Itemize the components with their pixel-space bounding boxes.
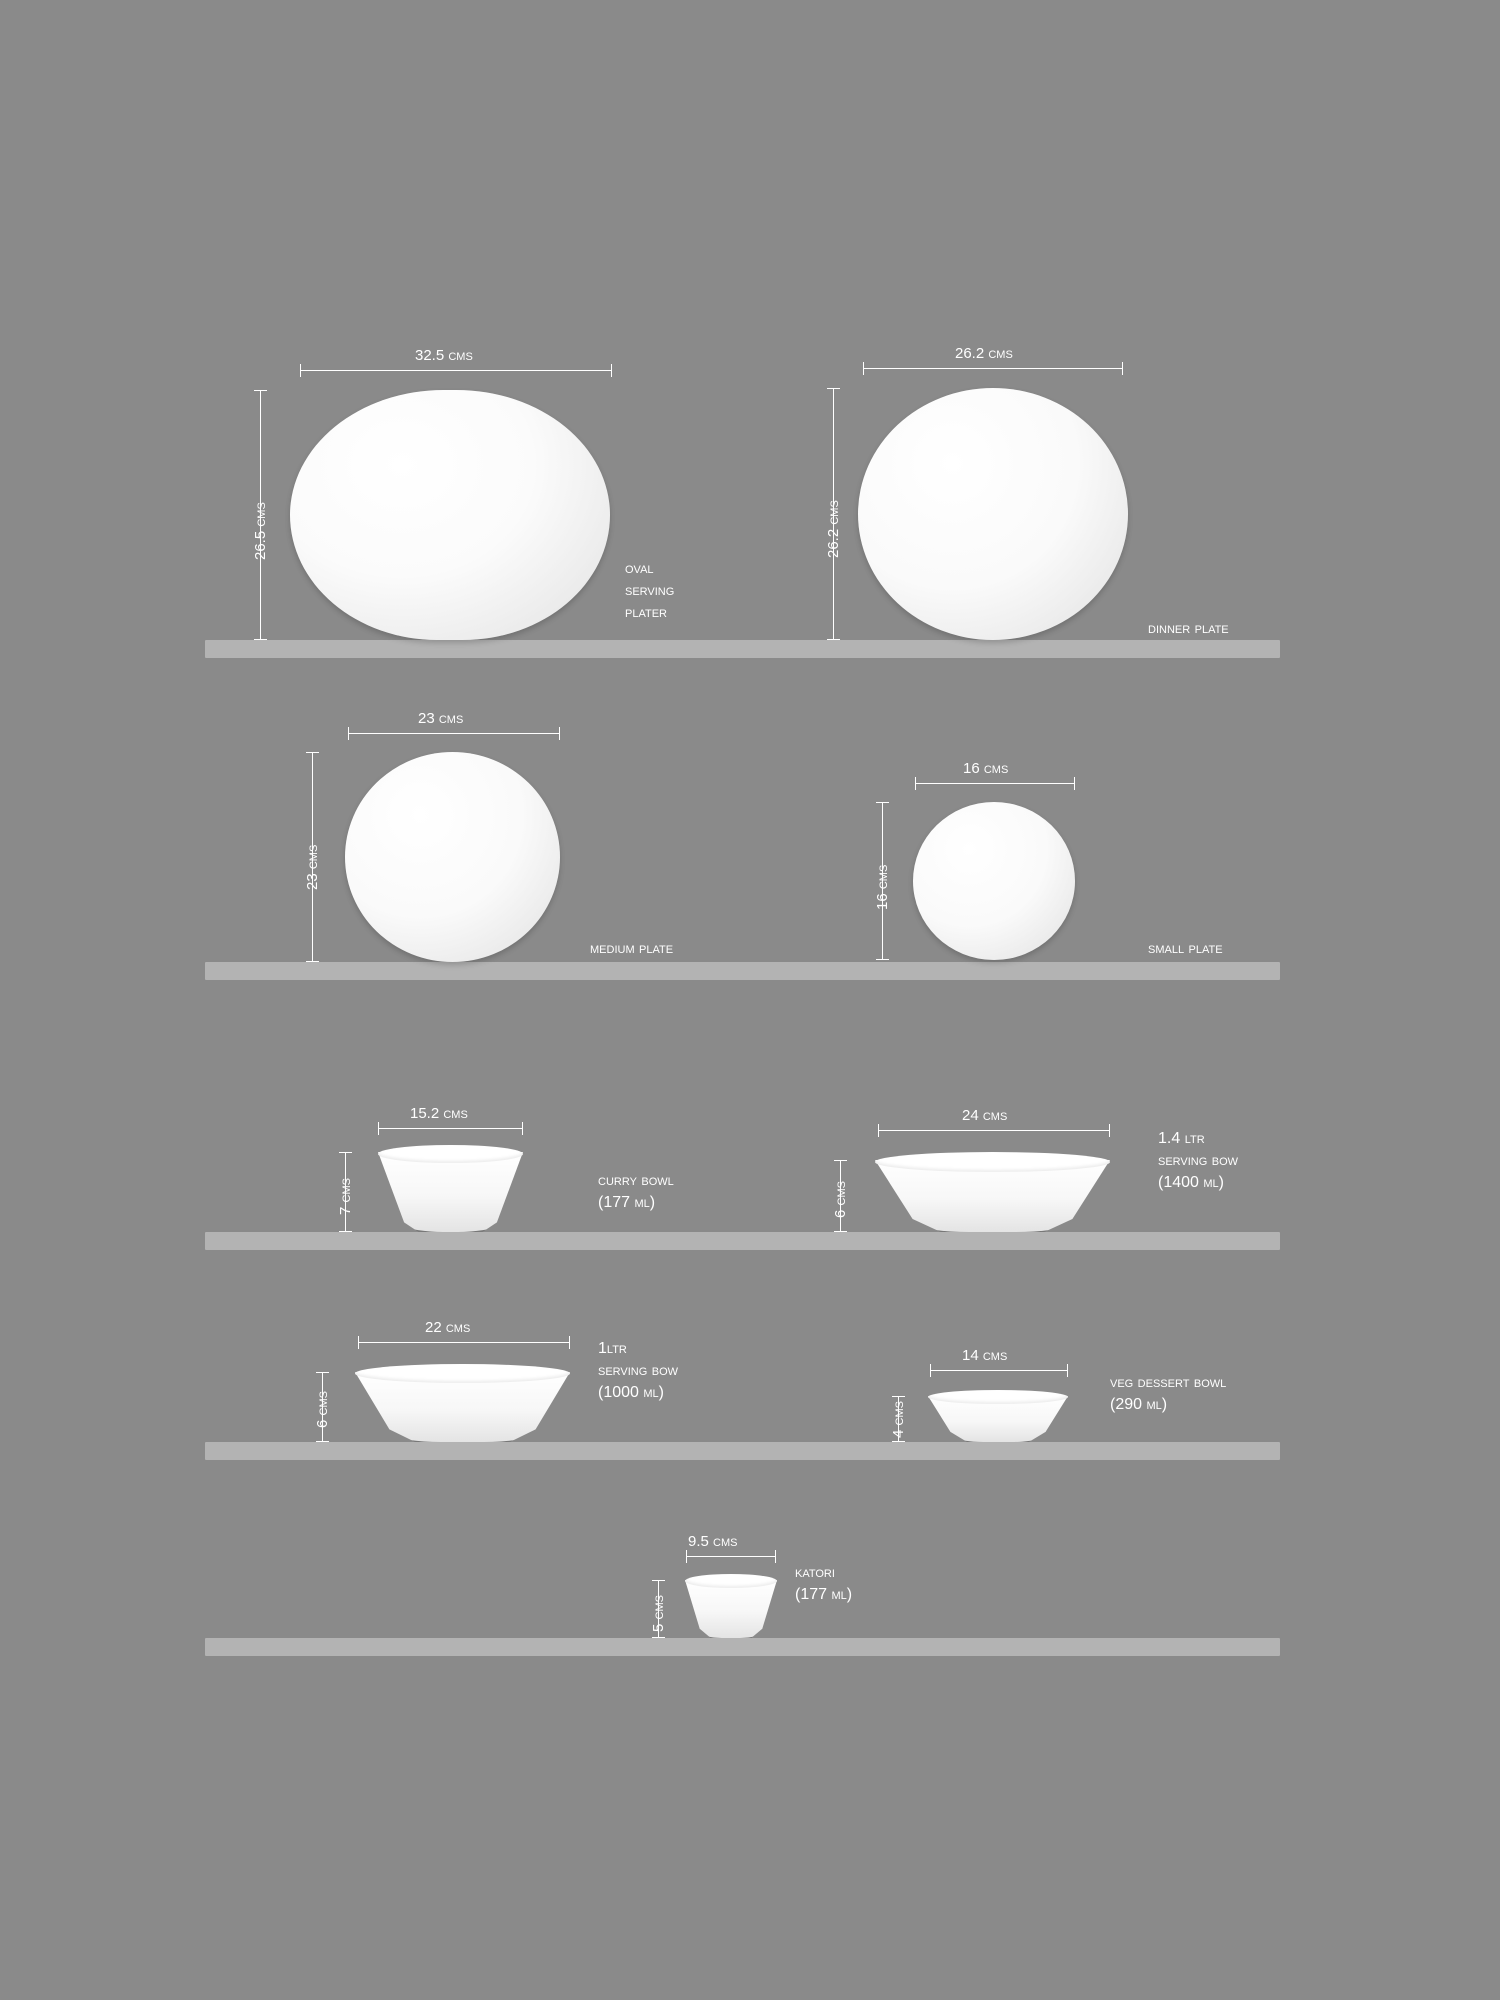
oval-platter-shape bbox=[290, 390, 610, 640]
serving-bowl-1000-width-dimension bbox=[358, 1342, 570, 1343]
katori-height-label: 5 cms bbox=[650, 1595, 667, 1632]
serving-bowl-1400-name bbox=[1158, 1128, 1238, 1194]
serving-bowl-1400-capacity: (1400 ml) bbox=[1158, 1174, 1224, 1191]
medium-plate-width-label: 23 cms bbox=[418, 710, 464, 727]
veg-dessert-bowl-width-dimension bbox=[930, 1370, 1068, 1371]
katori-rim bbox=[685, 1574, 777, 1588]
curry-bowl-capacity: (177 ml) bbox=[598, 1194, 656, 1211]
oval-platter-name-line-3: plater bbox=[625, 604, 667, 621]
serving-bowl-1000-width-label: 22 cms bbox=[425, 1319, 471, 1336]
oval-platter-width-dimension bbox=[300, 370, 612, 371]
dinner-plate-height-label: 26.2 cms bbox=[825, 500, 842, 558]
curry-bowl-width-dimension bbox=[378, 1128, 523, 1129]
katori-width-dimension bbox=[686, 1556, 776, 1557]
serving-bowl-1400-width-dimension bbox=[878, 1130, 1110, 1131]
oval-platter-name bbox=[625, 558, 674, 624]
serving-bowl-1400-rim bbox=[875, 1152, 1110, 1172]
serving-bowl-1400-name-line-1: 1.4 ltr bbox=[1158, 1130, 1205, 1147]
curry-bowl-name bbox=[598, 1170, 674, 1214]
katori-name-line-1: katori bbox=[795, 1564, 835, 1581]
curry-bowl-width-label: 15.2 cms bbox=[410, 1105, 468, 1122]
shelf-2 bbox=[205, 962, 1280, 980]
dinner-plate-shape bbox=[858, 388, 1128, 640]
katori-width-label: 9.5 cms bbox=[688, 1533, 738, 1550]
katori-name bbox=[795, 1562, 852, 1606]
dinner-plate-name: dinner plate bbox=[1148, 620, 1229, 637]
dinner-plate-width-label: 26.2 cms bbox=[955, 345, 1013, 362]
curry-bowl-height-label: 7 cms bbox=[337, 1178, 354, 1215]
serving-bowl-1000-height-label: 6 cms bbox=[314, 1391, 331, 1428]
shelf-1 bbox=[205, 640, 1280, 658]
veg-dessert-bowl-capacity: (290 ml) bbox=[1110, 1396, 1168, 1413]
veg-dessert-bowl-rim bbox=[928, 1390, 1068, 1404]
katori-shape bbox=[685, 1580, 777, 1638]
small-plate-width-label: 16 cms bbox=[963, 760, 1009, 777]
oval-platter-width-label: 32.5 cms bbox=[415, 347, 473, 364]
veg-dessert-bowl-name bbox=[1110, 1372, 1226, 1416]
serving-bowl-1400-height-label: 6 cms bbox=[832, 1181, 849, 1218]
oval-platter-name-line-2: serving bbox=[625, 582, 675, 599]
serving-bowl-1000-name bbox=[598, 1338, 678, 1404]
serving-bowl-1000-name-line-2: serving bow bbox=[598, 1362, 679, 1379]
curry-bowl-name-line-1: curry bowl bbox=[598, 1172, 674, 1189]
dinner-plate-width-dimension bbox=[863, 368, 1123, 369]
serving-bowl-1400-name-line-2: serving bow bbox=[1158, 1152, 1239, 1169]
shelf-5 bbox=[205, 1638, 1280, 1656]
medium-plate-shape bbox=[345, 752, 560, 962]
small-plate-shape bbox=[913, 802, 1075, 960]
curry-bowl-shape bbox=[378, 1152, 523, 1232]
serving-bowl-1000-name-line-1: 1ltr bbox=[598, 1340, 627, 1357]
curry-bowl-rim bbox=[378, 1145, 523, 1163]
medium-plate-name: medium plate bbox=[590, 940, 674, 957]
oval-platter-name-line-1: oval bbox=[625, 560, 654, 577]
veg-dessert-bowl-height-label: 4 cms bbox=[890, 1401, 907, 1438]
medium-plate-width-dimension bbox=[348, 733, 560, 734]
serving-bowl-1000-capacity: (1000 ml) bbox=[598, 1384, 664, 1401]
medium-plate-height-label: 23 cms bbox=[304, 844, 321, 890]
oval-platter-height-label: 26.5 cms bbox=[252, 502, 269, 560]
shelf-3 bbox=[205, 1232, 1280, 1250]
small-plate-width-dimension bbox=[915, 783, 1075, 784]
serving-bowl-1000-rim bbox=[355, 1364, 570, 1383]
small-plate-height-label: 16 cms bbox=[874, 864, 891, 910]
small-plate-name: small plate bbox=[1148, 940, 1223, 957]
shelf-4 bbox=[205, 1442, 1280, 1460]
katori-capacity: (177 ml) bbox=[795, 1586, 853, 1603]
veg-dessert-bowl-width-label: 14 cms bbox=[962, 1347, 1008, 1364]
serving-bowl-1400-width-label: 24 cms bbox=[962, 1107, 1008, 1124]
veg-dessert-bowl-name-line-1: veg dessert bowl bbox=[1110, 1374, 1227, 1391]
